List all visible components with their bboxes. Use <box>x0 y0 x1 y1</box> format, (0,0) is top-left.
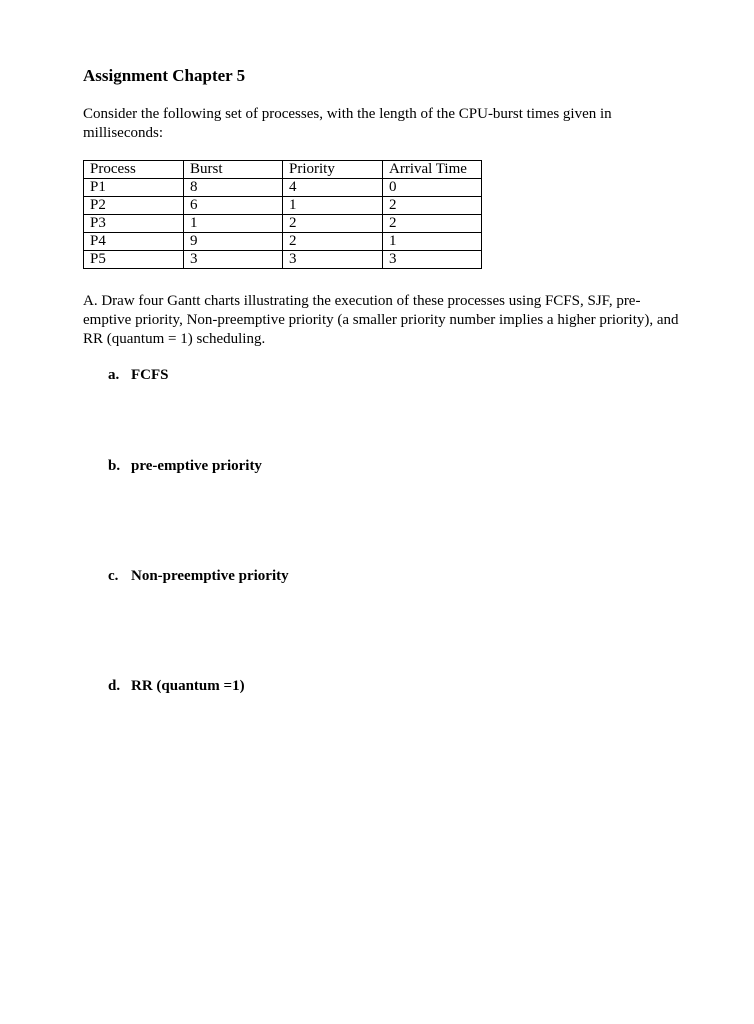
list-item-fcfs <box>108 367 169 384</box>
table-row <box>84 179 482 197</box>
table-cell: 2 <box>283 215 383 233</box>
table-cell: 0 <box>383 179 482 197</box>
table-cell: 9 <box>184 233 283 251</box>
table-header-arrival-time: Arrival Time <box>383 161 482 179</box>
table-row <box>84 233 482 251</box>
intro-paragraph: Consider the following set of processes, with the length of the CPU-burst times given in milliseconds: <box>83 106 612 141</box>
instruction-paragraph: A. Draw four Gantt charts illustrating the execution of these processes using FCFS, SJF, pre-emptive priority, Non-preemptive priority (a smaller priority number implies a higher priority), and RR (quantum = 1) scheduling. <box>83 293 679 347</box>
list-item-marker: d. <box>108 678 121 694</box>
table-cell: 8 <box>184 179 283 197</box>
table-header-row <box>84 161 482 179</box>
table-cell: 2 <box>283 233 383 251</box>
table-cell: 1 <box>283 197 383 215</box>
process-table <box>83 160 482 269</box>
list-item-nonpreemptive-priority <box>108 568 289 585</box>
table-row <box>84 215 482 233</box>
table-row <box>84 251 482 269</box>
table-cell: 2 <box>383 215 482 233</box>
list-item-label: Non-preemptive priority <box>131 568 289 584</box>
table-cell: 2 <box>383 197 482 215</box>
table-header-priority: Priority <box>283 161 383 179</box>
table-cell: 6 <box>184 197 283 215</box>
table-cell: P5 <box>84 251 184 269</box>
table-cell: P2 <box>84 197 184 215</box>
table-cell: 1 <box>184 215 283 233</box>
table-header-burst: Burst <box>184 161 283 179</box>
list-item-label: RR (quantum =1) <box>131 678 245 694</box>
table-cell: 3 <box>184 251 283 269</box>
table-cell: 4 <box>283 179 383 197</box>
table-header-process: Process <box>84 161 184 179</box>
table-cell: P3 <box>84 215 184 233</box>
list-item-marker: a. <box>108 367 120 383</box>
table-cell: P4 <box>84 233 184 251</box>
document-title: Assignment Chapter 5 <box>83 66 246 85</box>
list-item-marker: b. <box>108 458 121 474</box>
table-cell: 1 <box>383 233 482 251</box>
list-item-preemptive-priority <box>108 458 262 475</box>
list-item-marker: c. <box>108 568 119 584</box>
list-item-label: pre-emptive priority <box>131 458 262 474</box>
table-row <box>84 197 482 215</box>
list-item-round-robin <box>108 678 245 695</box>
list-item-label: FCFS <box>131 367 169 383</box>
table-cell: 3 <box>383 251 482 269</box>
table-cell: P1 <box>84 179 184 197</box>
table-cell: 3 <box>283 251 383 269</box>
